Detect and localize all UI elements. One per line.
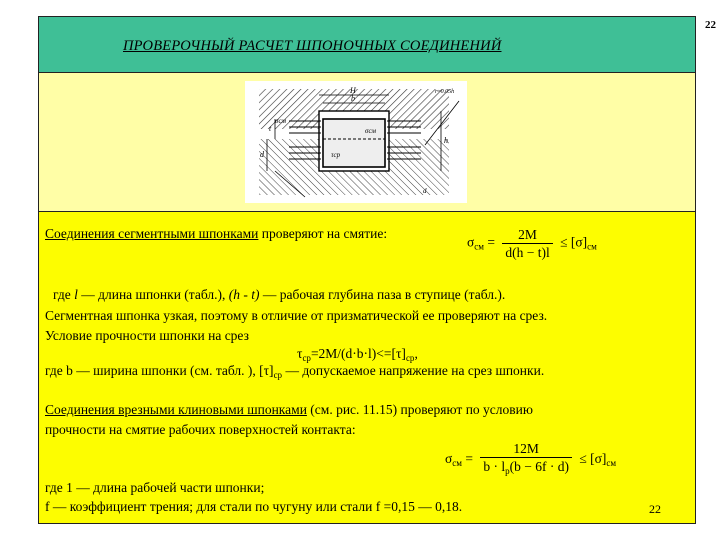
label-d: d (260, 150, 264, 159)
wedge-title: Соединения врезными клиновыми шпонками (45, 402, 307, 417)
where-b-rest: — допускаемое напряжение на срез шпонки. (282, 363, 545, 378)
f1-fraction (502, 226, 552, 261)
f3-den-a: b · l (483, 459, 506, 474)
condition-line: Условие прочности шпонки на срез (45, 328, 249, 343)
slide (38, 16, 696, 524)
slide-header (39, 17, 695, 73)
where-l-prefix: где (53, 287, 75, 302)
label-tau: τср (331, 151, 341, 159)
wedge-intro-line (45, 402, 533, 418)
segment-narrow-line: Сегментная шпонка узкая, поэтому в отличие от призматической ее проверяют на срез. (45, 308, 548, 323)
f3-cmp: ≤ [σ] (579, 451, 607, 467)
where-l-line (53, 287, 505, 303)
f1-cmp-sub: см (587, 241, 597, 252)
slide-title: ПРОВЕРОЧНЫЙ РАСЧЕТ ШПОНОЧНЫХ СОЕДИНЕНИЙ (123, 38, 502, 54)
label-sigma-left: σсм (275, 117, 287, 125)
f3-eq: = (465, 451, 473, 467)
f3-fraction (480, 440, 572, 480)
label-d2: d (423, 187, 427, 195)
where-b-sub: ср (273, 370, 283, 380)
f3-num: 12M (480, 440, 572, 458)
label-H: H (350, 86, 356, 95)
where-l-rest2: — рабочая глубина паза в ступице (табл.). (259, 287, 506, 302)
label-sigma-key: σсм (365, 127, 377, 135)
label-r: r≈0.05h (435, 89, 455, 95)
f2-tail: , (414, 346, 418, 361)
where-b-text: где b — ширина шпонки (см. табл. ), [τ] (45, 363, 274, 378)
where-l-rest1: — длина шпонки (табл.), (77, 287, 229, 302)
f1-cmp: ≤ [σ] (560, 234, 588, 250)
f3-cmp-sub: см (606, 458, 617, 469)
key-joint-svg (245, 81, 467, 203)
wedge-second-line: прочности на смятие рабочих поверхностей контакта: (45, 422, 356, 437)
friction-line: f — коэффициент трения; для стали по чугуну или стали f =0,15 — 0,18. (45, 499, 463, 514)
f3-lhs: σ (445, 451, 453, 467)
key-joint-drawing (245, 81, 467, 203)
figure-band (39, 73, 695, 211)
formula-bearing-segment (467, 226, 597, 261)
f3-lhs-sub: см (452, 458, 462, 469)
segment-title: Соединения сегментными шпонками (45, 226, 259, 241)
page-number-top: 22 (705, 19, 716, 31)
segment-title-rest: проверяют на смятие: (258, 226, 388, 241)
formula-bearing-wedge (445, 440, 616, 480)
f2-tau-sub: ср (302, 353, 311, 363)
where-b-line (45, 363, 544, 383)
f1-lhs-sub: см (474, 241, 484, 252)
segment-intro-line (45, 226, 387, 242)
label-t: t (269, 124, 272, 133)
f2-body-sub: ср (405, 353, 415, 363)
f3-den-b: (b − 6f · d) (509, 459, 569, 474)
f1-lhs: σ (467, 234, 475, 250)
where-1-line: где 1 — длина рабочей части шпонки; (45, 480, 265, 495)
formula-shear (297, 346, 418, 363)
where-l-var: l (74, 287, 78, 302)
f1-eq: = (487, 234, 495, 250)
label-h: h (444, 136, 448, 145)
page-number-bottom: 22 (649, 502, 661, 516)
f3-den-sub: p (505, 466, 510, 476)
where-l-var2: (h - t) (228, 287, 260, 302)
label-b: b (351, 94, 355, 103)
f1-num: 2M (502, 226, 552, 244)
f2-body: =2M/(d·b·l)<=[τ] (310, 346, 406, 361)
content-area (39, 211, 695, 524)
f3-den (480, 458, 572, 480)
wedge-title-rest: (см. рис. 11.15) проверяют по условию (306, 402, 533, 417)
f2-tau: τ (297, 346, 303, 361)
f1-den: d(h − t)l (505, 245, 550, 260)
